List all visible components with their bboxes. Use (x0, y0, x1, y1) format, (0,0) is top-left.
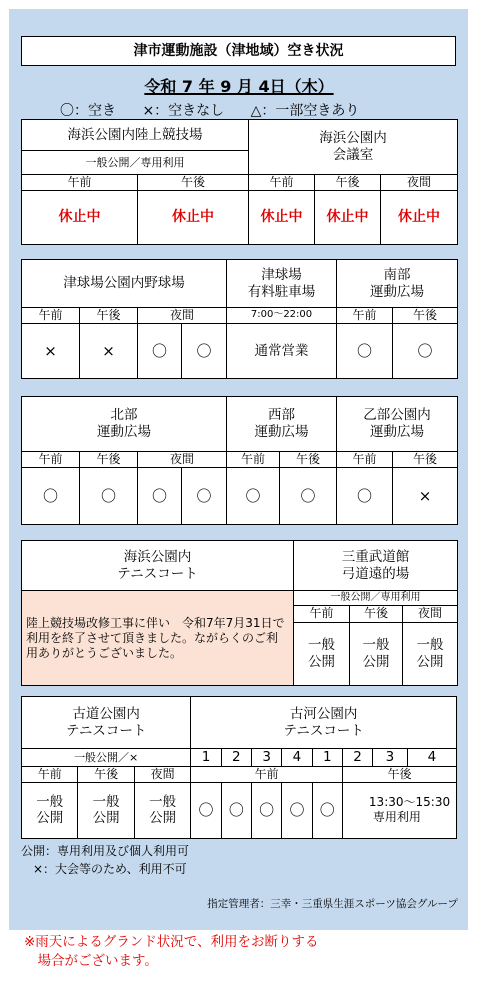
legend-partial: △：一部空きあり (250, 103, 360, 119)
period-header: 午後 (350, 606, 403, 622)
status-line1: 一般 (362, 636, 390, 653)
facility-name-line1: 北部 (110, 407, 138, 424)
date-text: 令和 7 年 9 月 4日（木） (144, 77, 334, 96)
period-header: 午前 (337, 452, 393, 468)
facility-kaihin-tennis (22, 541, 294, 591)
facility-kaihin-meeting-room (249, 120, 458, 175)
period-header: 午後 (80, 308, 138, 324)
section1-table (21, 119, 458, 245)
status-cell: 〇 (337, 468, 393, 525)
reserved-label: 専用利用 (372, 810, 421, 825)
facility-budokan-archery (294, 541, 458, 591)
page-title: 津市運動施設（津地域）空き状況 (21, 36, 456, 66)
period-header: 午後 (393, 452, 458, 468)
facility-nanbu-ground (337, 260, 458, 308)
period-header: 夜間 (403, 606, 458, 622)
court-number: 3 (373, 749, 407, 767)
facility-name-line1: 三重武道館 (341, 548, 410, 565)
status-cell (403, 622, 458, 685)
status-cell: 〇 (182, 324, 227, 379)
period-header: 午前 (22, 175, 138, 191)
facility-name-line2: 運動広場 (370, 283, 424, 300)
status-cell: 休止中 (249, 191, 315, 245)
status-line2: 公開 (362, 653, 390, 670)
period-header: 7:00～22:00 (227, 308, 337, 324)
status-cell: 〇 (280, 468, 337, 525)
court-number: 4 (407, 749, 456, 767)
period-header: 夜間 (138, 452, 227, 468)
facility-name-line2: 有料駐車場 (247, 283, 316, 300)
status-line2: 公開 (36, 810, 64, 827)
status-cell: 〇 (221, 782, 251, 838)
period-header: 午前 (22, 452, 80, 468)
facility-name-line2: 会議室 (332, 147, 374, 163)
period-header: 午後 (393, 308, 458, 324)
section3-table (21, 396, 458, 525)
status-cell (22, 782, 78, 838)
facility-name-line2: 運動広場 (97, 424, 151, 440)
footnote-cross: ×：大会等のため、利用不可 (21, 862, 187, 876)
status-cell (350, 622, 403, 685)
footnote-public: 公開：専用利用及び個人利用可 (21, 844, 190, 858)
facility-name-line2: 弓道遠的場 (341, 565, 410, 582)
period-header: 夜間 (138, 308, 227, 324)
facility-furumichi-tennis (22, 697, 191, 749)
section2-table (21, 259, 458, 379)
period-header: 夜間 (381, 175, 458, 191)
status-cell: 〇 (251, 782, 281, 838)
status-cell: × (393, 468, 458, 525)
facility-tsu-baseball: 津球場公園内野球場 (22, 260, 227, 308)
court-number: 2 (221, 749, 251, 767)
facility-name-line2: 運動広場 (370, 424, 424, 440)
status-cell: 〇 (182, 468, 227, 525)
facility-kaihin-track: 海浜公園内陸上競技場 (22, 120, 249, 151)
period-header: 午後 (342, 766, 456, 782)
status-cell: 〇 (393, 324, 458, 379)
status-line1: 一般 (36, 793, 64, 810)
status-cell: × (80, 324, 138, 379)
facility-name-line1: 西部 (268, 407, 295, 424)
facility-name-line1: 津球場 (261, 266, 302, 283)
facility-usage-note: 一般公開／専用利用 (22, 151, 249, 175)
period-header: 午後 (78, 766, 134, 782)
status-cell: 休止中 (22, 191, 138, 245)
status-cell-reserved (342, 782, 456, 838)
period-header: 午後 (315, 175, 381, 191)
period-header: 午後 (80, 452, 138, 468)
status-cell: 〇 (282, 782, 312, 838)
status-line1: 一般 (92, 793, 120, 810)
facility-name-line2: テニスコート (65, 722, 147, 739)
period-header: 午後 (280, 452, 337, 468)
period-header: 午前 (249, 175, 315, 191)
facility-hokubu-ground (22, 397, 227, 452)
court-number: 4 (282, 749, 312, 767)
status-cell: × (22, 324, 80, 379)
status-line2: 公開 (92, 810, 120, 827)
status-cell: 〇 (337, 324, 393, 379)
period-header: 午前 (227, 452, 280, 468)
status-cell: 〇 (191, 782, 221, 838)
status-line1: 一般 (149, 793, 177, 810)
status-cell: 〇 (22, 468, 80, 525)
period-header: 午前 (191, 766, 343, 782)
status-line2: 公開 (308, 653, 335, 670)
facility-usage-note: 一般公開／専用利用 (294, 591, 458, 606)
facility-name-line2: 運動広場 (254, 424, 309, 440)
manager-credit: 指定管理者：三幸・三重県生涯スポーツ協会グループ (207, 898, 458, 910)
status-line1: 一般 (308, 636, 335, 653)
status-cell: 休止中 (138, 191, 249, 245)
status-cell: 〇 (227, 468, 280, 525)
status-cell: 〇 (80, 468, 138, 525)
facility-name-line2: テニスコート (117, 565, 198, 582)
rain-notice-line2: 場合がございます。 (24, 952, 158, 969)
status-line2: 公開 (149, 810, 177, 827)
court-number: 1 (312, 749, 342, 767)
status-cell: 休止中 (315, 191, 381, 245)
date-heading (0, 74, 478, 97)
period-header: 夜間 (134, 766, 190, 782)
closure-notice: 陸上競技場改修工事に伴い 令和7年7月31日で利用を終了させて頂きました。ながらくのご利用ありがとうございました。 (22, 591, 294, 686)
status-cell (294, 622, 350, 685)
status-line1: 一般 (416, 636, 444, 653)
legend-available: 〇：空き (60, 103, 116, 119)
status-cell (134, 782, 190, 838)
rain-notice (24, 933, 319, 971)
status-cell: 休止中 (381, 191, 458, 245)
legend-unavailable: ×：空きなし (142, 103, 225, 119)
court-number: 2 (342, 749, 372, 767)
legend (60, 100, 381, 120)
facility-otobe-ground (337, 397, 458, 452)
facility-name-line2: テニスコート (283, 722, 364, 739)
status-cell: 通常営業 (227, 324, 337, 379)
status-cell: 〇 (138, 324, 182, 379)
facility-name-line1: 古河公園内 (289, 705, 358, 722)
court-number: 3 (251, 749, 281, 767)
period-header: 午前 (337, 308, 393, 324)
section5-table (21, 696, 457, 839)
status-cell: 〇 (138, 468, 182, 525)
period-header: 午前 (22, 308, 80, 324)
section4-table (21, 540, 458, 686)
facility-name-line1: 海浜公園内 (319, 130, 387, 147)
facility-furukawa-tennis (191, 697, 457, 749)
court-number: 1 (191, 749, 221, 767)
facility-name-line1: 南部 (383, 266, 411, 283)
facility-seibu-ground (227, 397, 337, 452)
period-header: 午後 (138, 175, 249, 191)
facility-name-line1: 乙部公園内 (363, 407, 431, 424)
facility-usage-note: 一般公開／× (22, 749, 191, 767)
reserved-time: 13:30～15:30 (368, 795, 451, 810)
facility-tsu-parking (227, 260, 337, 308)
status-cell (78, 782, 134, 838)
period-header: 午前 (294, 606, 350, 622)
facility-name-line1: 海浜公園内 (123, 548, 192, 565)
status-cell: 〇 (312, 782, 342, 838)
rain-notice-line1: ※雨天によるグランド状況で、利用をお断りする (24, 934, 319, 950)
period-header: 午前 (22, 766, 78, 782)
facility-name-line1: 古道公園内 (72, 705, 140, 722)
status-line2: 公開 (416, 653, 444, 670)
